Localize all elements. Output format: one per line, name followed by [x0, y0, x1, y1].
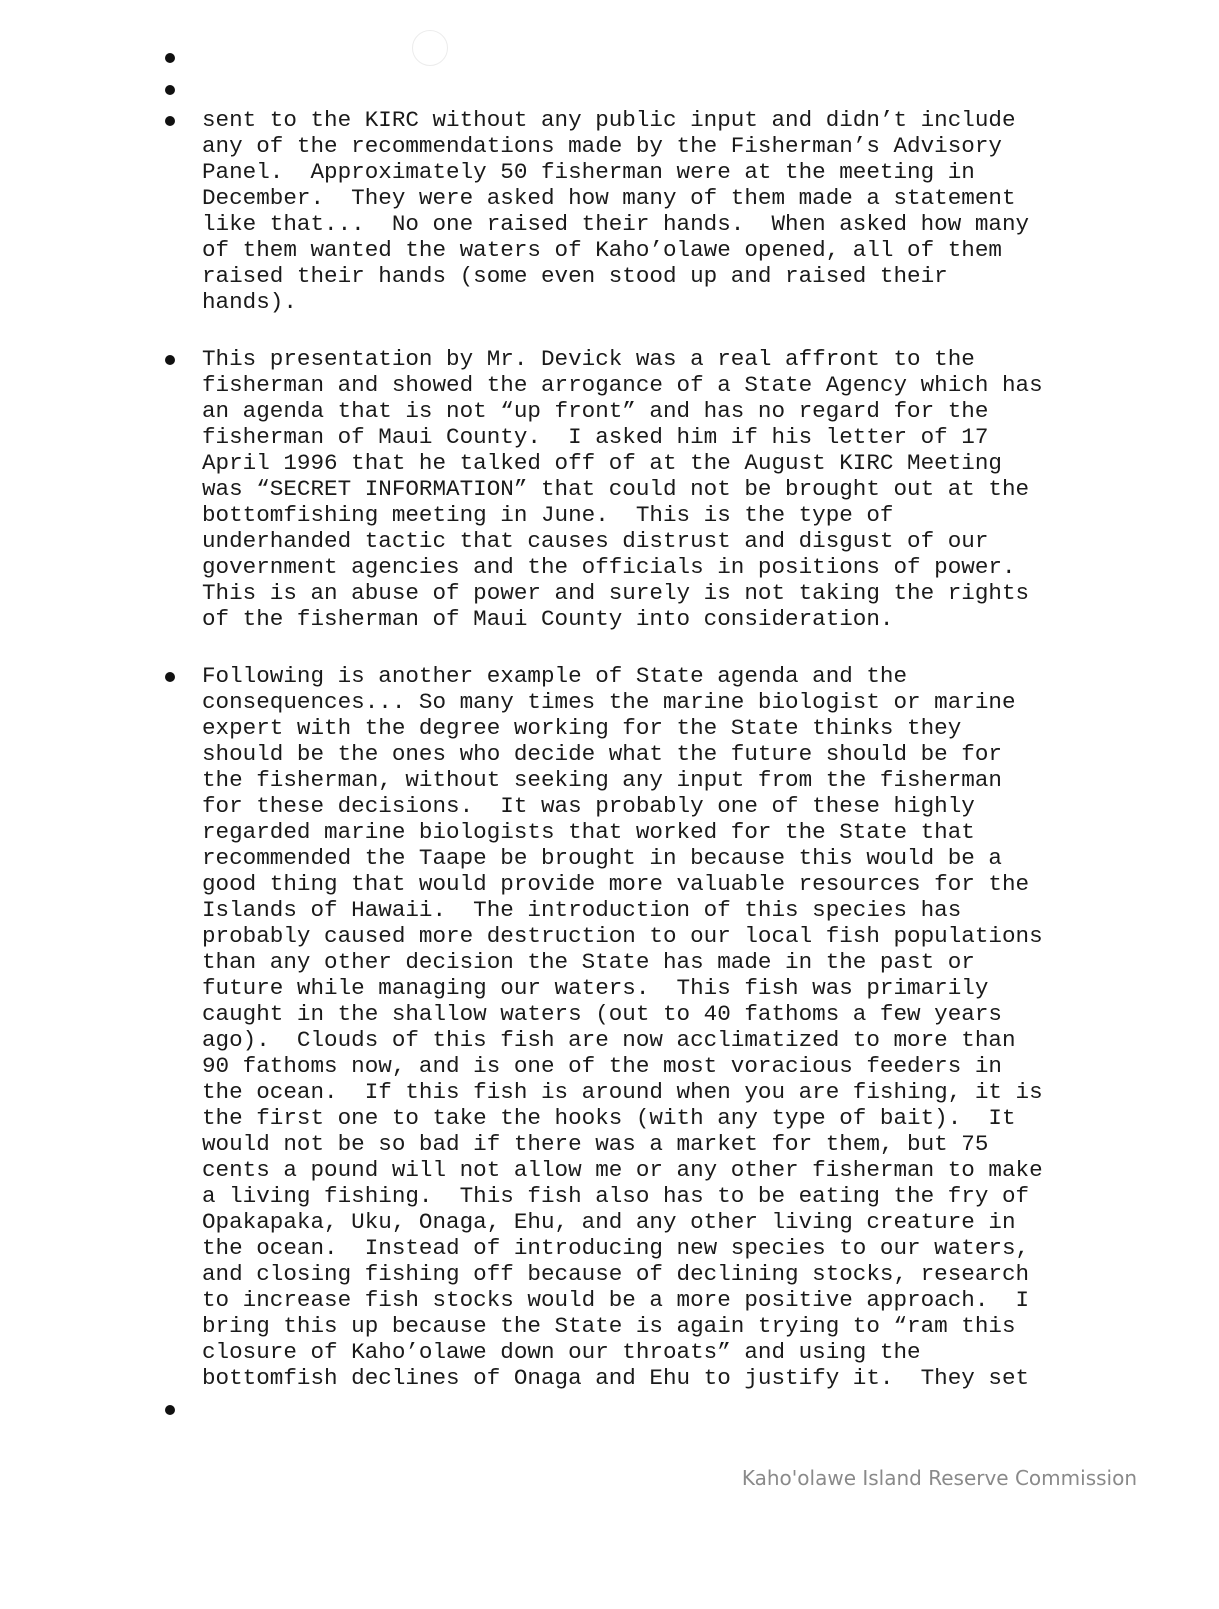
- text-line: ago). Clouds of this fish are now acclimatized to more than: [202, 1027, 1016, 1053]
- text-line: should be the ones who decide what the future should be for: [202, 741, 1002, 767]
- text-line: government agencies and the officials in positions of power.: [202, 554, 1016, 580]
- text-line: than any other decision the State has made in the past or: [202, 949, 975, 975]
- text-line: the ocean. If this fish is around when you are fishing, it is: [202, 1079, 1043, 1105]
- text-line: regarded marine biologists that worked for the State that: [202, 819, 975, 845]
- text-line: consequences... So many times the marine biologist or marine: [202, 689, 1016, 715]
- text-line: was “SECRET INFORMATION” that could not be brought out at the: [202, 476, 1030, 502]
- text-line: bring this up because the State is again trying to “ram this: [202, 1313, 1016, 1339]
- text-line: to increase fish stocks would be a more positive approach. I: [202, 1287, 1030, 1313]
- text-line: bottomfishing meeting in June. This is the type of: [202, 502, 894, 528]
- paragraph-devick-presentation: [202, 346, 1162, 632]
- text-line: April 1996 that he talked off of at the August KIRC Meeting: [202, 450, 1002, 476]
- text-line: future while managing our waters. This fish was primarily: [202, 975, 989, 1001]
- text-line: caught in the shallow waters (out to 40 fathoms a few years: [202, 1001, 1002, 1027]
- text-line: the ocean. Instead of introducing new species to our waters,: [202, 1235, 1030, 1261]
- text-line: good thing that would provide more valuable resources for the: [202, 871, 1030, 897]
- bullet-point: [165, 355, 175, 365]
- text-line: would not be so bad if there was a market for them, but 75: [202, 1131, 989, 1157]
- text-line: for these decisions. It was probably one of these highly: [202, 793, 975, 819]
- text-line: hands).: [202, 289, 297, 315]
- text-line: like that... No one raised their hands. When asked how many: [202, 211, 1030, 237]
- text-line: closure of Kaho’olawe down our throats” and using the: [202, 1339, 921, 1365]
- bullet-point: [165, 85, 175, 95]
- text-line: Panel. Approximately 50 fisherman were at the meeting in: [202, 159, 975, 185]
- text-line: fisherman and showed the arrogance of a State Agency which has: [202, 372, 1043, 398]
- scan-smudge-mark: [412, 30, 448, 66]
- bullet-point: [165, 1405, 175, 1415]
- text-line: the first one to take the hooks (with any type of bait). It: [202, 1105, 1016, 1131]
- bullet-point: [165, 116, 175, 126]
- text-line: sent to the KIRC without any public input and didn’t include: [202, 107, 1016, 133]
- text-line: fisherman of Maui County. I asked him if his letter of 17: [202, 424, 989, 450]
- text-line: probably caused more destruction to our local fish populations: [202, 923, 1043, 949]
- text-line: 90 fathoms now, and is one of the most voracious feeders in: [202, 1053, 1002, 1079]
- text-line: Islands of Hawaii. The introduction of this species has: [202, 897, 962, 923]
- footer-watermark: Kaho'olawe Island Reserve Commission: [741, 1466, 1137, 1490]
- text-line: the fisherman, without seeking any input from the fisherman: [202, 767, 1002, 793]
- text-line: an agenda that is not “up front” and has no regard for the: [202, 398, 989, 424]
- text-line: of the fisherman of Maui County into consideration.: [202, 606, 894, 632]
- bullet-point: [165, 672, 175, 682]
- text-line: This presentation by Mr. Devick was a real affront to the: [202, 346, 975, 372]
- text-line: and closing fishing off because of declining stocks, research: [202, 1261, 1030, 1287]
- text-line: bottomfish declines of Onaga and Ehu to justify it. They set: [202, 1365, 1030, 1391]
- text-line: underhanded tactic that causes distrust and disgust of our: [202, 528, 989, 554]
- text-line: any of the recommendations made by the Fisherman’s Advisory: [202, 133, 1002, 159]
- paragraph-state-agenda-taape: [202, 663, 1162, 1391]
- text-line: cents a pound will not allow me or any other fisherman to make: [202, 1157, 1043, 1183]
- text-line: a living fishing. This fish also has to be eating the fry of: [202, 1183, 1030, 1209]
- text-line: recommended the Taape be brought in because this would be a: [202, 845, 1002, 871]
- text-line: Opakapaka, Uku, Onaga, Ehu, and any other living creature in: [202, 1209, 1016, 1235]
- text-line: expert with the degree working for the State thinks they: [202, 715, 962, 741]
- text-line: December. They were asked how many of them made a statement: [202, 185, 1016, 211]
- text-line: This is an abuse of power and surely is not taking the rights: [202, 580, 1030, 606]
- bullet-point: [165, 53, 175, 63]
- text-line: of them wanted the waters of Kaho’olawe opened, all of them: [202, 237, 1002, 263]
- paragraph-kirc-public-input: [202, 107, 1162, 315]
- text-line: raised their hands (some even stood up and raised their: [202, 263, 948, 289]
- text-line: Following is another example of State agenda and the: [202, 663, 908, 689]
